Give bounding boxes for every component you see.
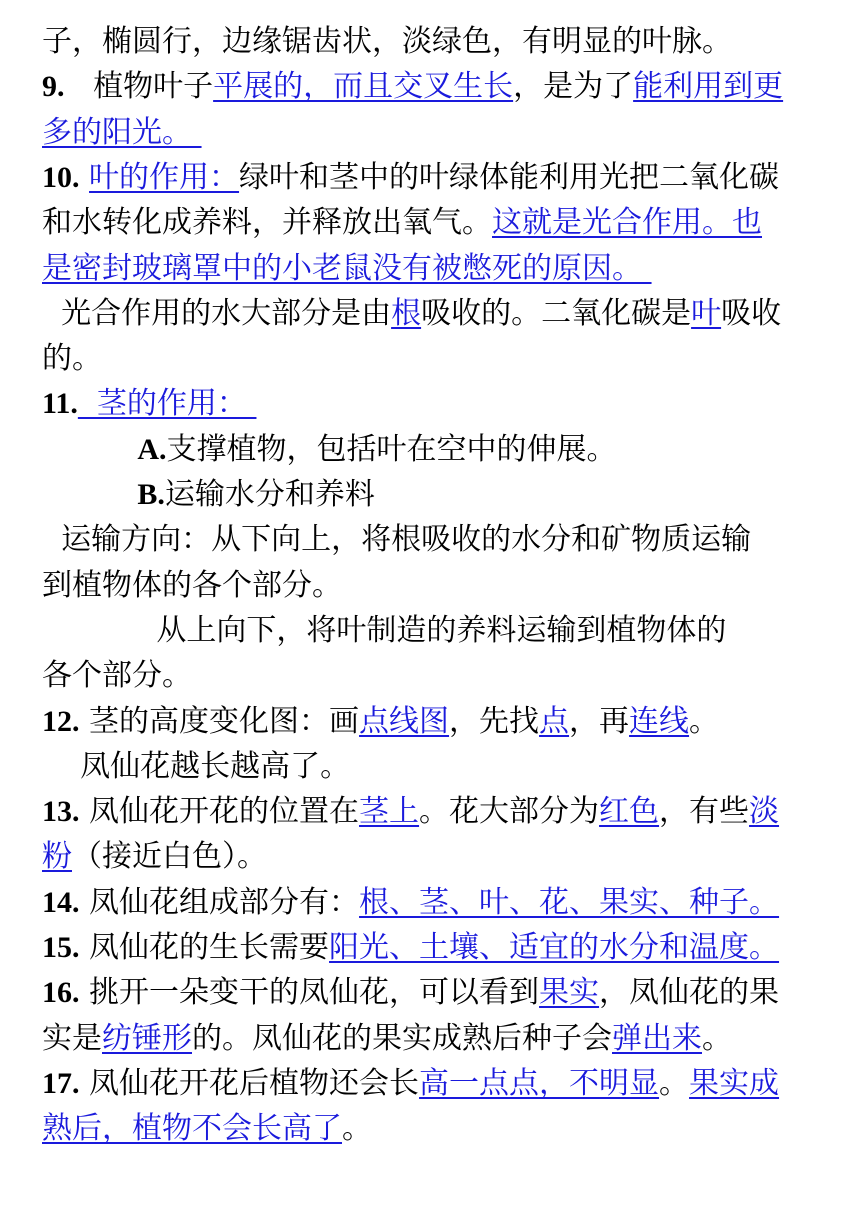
answer-underlined: 叶的作用： xyxy=(89,159,240,195)
text-line xyxy=(42,1017,832,1061)
text-segment xyxy=(42,432,137,467)
item-number: 13. xyxy=(42,795,80,829)
answer-underlined: 红色 xyxy=(599,794,660,830)
answer-underlined: 这就是光合作用。也 xyxy=(492,205,762,241)
item-number: 16. xyxy=(42,976,80,1010)
text-segment: 挑开一朵变干的凤仙花，可以看到 xyxy=(79,975,540,1011)
text-segment: 凤仙花开花的位置在 xyxy=(79,794,360,830)
text-segment: 实是 xyxy=(42,1020,102,1056)
text-segment: 运输方向：从下向上，将根吸收的水分和矿物质运输 xyxy=(42,522,752,558)
text-segment: ，是为了 xyxy=(513,69,634,105)
item-number: 12. xyxy=(42,704,80,738)
answer-underlined: 果实成 xyxy=(689,1065,780,1101)
text-segment: ，再 xyxy=(569,703,630,739)
answer-underlined: 粉 xyxy=(42,839,72,875)
answer-underlined: 根、茎、叶、花、果实、种子。 xyxy=(359,884,780,920)
answer-underlined: 熟后，植物不会长高了 xyxy=(42,1111,342,1147)
sub-item-label: A. xyxy=(137,432,167,466)
text-line xyxy=(42,247,832,291)
text-line xyxy=(42,201,832,245)
text-segment: ，有些 xyxy=(659,794,750,830)
answer-underlined: 淡 xyxy=(749,794,780,830)
text-line xyxy=(42,926,832,970)
text-segment: 支撑植物，包括叶在空中的伸展。 xyxy=(166,431,617,467)
text-line xyxy=(42,473,832,517)
answer-underlined: 果实 xyxy=(539,975,600,1011)
text-line xyxy=(42,382,832,426)
answer-underlined: 连线 xyxy=(629,703,690,739)
text-segment xyxy=(42,477,137,512)
answer-underlined: 多的阳光。 xyxy=(42,114,202,150)
answer-underlined: 能利用到更 xyxy=(633,69,784,105)
text-line xyxy=(42,156,832,200)
answer-underlined: 茎的作用： xyxy=(77,386,257,422)
text-line xyxy=(42,745,832,789)
text-line xyxy=(42,20,832,64)
text-line xyxy=(42,518,832,562)
item-number: 14. xyxy=(42,885,80,919)
text-line xyxy=(42,428,832,472)
text-line xyxy=(42,65,832,109)
answer-underlined: 点线图 xyxy=(359,703,450,739)
answer-underlined: 平展的，而且交叉生长 xyxy=(213,69,514,105)
text-segment: 吸收 xyxy=(721,295,782,331)
answer-underlined: 是密封玻璃罩中的小老鼠没有被憋死的原因。 xyxy=(42,250,652,286)
text-line xyxy=(42,292,832,336)
text-segment: 的。凤仙花的果实成熟后种子会 xyxy=(192,1020,612,1056)
text-segment: 绿叶和茎中的叶绿体能利用光把二氧化碳 xyxy=(239,159,780,195)
text-segment: 吸收的。二氧化碳是 xyxy=(421,295,692,331)
text-segment: 。花大部分为 xyxy=(419,794,600,830)
sub-item-label: B. xyxy=(137,478,165,511)
text-segment: 从上向下，将叶制造的养料运输到植物体的 xyxy=(42,612,727,648)
text-line xyxy=(42,971,832,1015)
item-number: 9. xyxy=(42,70,65,104)
answer-underlined: 茎上 xyxy=(359,794,420,830)
text-segment xyxy=(80,160,90,195)
text-segment: 凤仙花的生长需要 xyxy=(79,930,330,965)
text-line xyxy=(42,337,832,381)
item-number: 11. xyxy=(42,387,78,421)
text-line xyxy=(42,654,832,698)
text-line xyxy=(42,1062,832,1106)
text-segment: 凤仙花开花后植物还会长 xyxy=(79,1065,420,1101)
text-segment: ，凤仙花的果 xyxy=(599,975,780,1011)
text-line xyxy=(42,790,832,834)
text-segment: 子，椭圆行，边缘锯齿状，淡绿色，有明显的叶脉。 xyxy=(42,24,732,59)
item-number: 15. xyxy=(42,931,80,964)
text-line xyxy=(42,609,832,653)
text-line xyxy=(42,1107,832,1151)
answer-underlined: 高一点点，不明显 xyxy=(419,1065,660,1101)
item-number: 10. xyxy=(42,160,80,194)
text-segment: 光合作用的水大部分是由 xyxy=(42,295,392,331)
answer-underlined: 弹出来 xyxy=(612,1020,702,1056)
text-segment: 和水转化成养料，并释放出氧气。 xyxy=(42,205,492,241)
answer-underlined: 叶 xyxy=(691,295,722,331)
text-line xyxy=(42,881,832,925)
text-segment: 运输水分和养料 xyxy=(164,477,375,512)
text-line xyxy=(42,564,832,608)
text-segment: 植物叶子 xyxy=(64,69,214,105)
text-segment: 的。 xyxy=(42,341,102,377)
text-segment: 。 xyxy=(702,1020,732,1056)
answer-underlined: 阳光、土壤、适宜的水分和温度。 xyxy=(329,930,780,965)
answer-underlined: 点 xyxy=(539,703,570,739)
text-segment: 到植物体的各个部分。 xyxy=(42,567,342,603)
text-segment: 各个部分。 xyxy=(42,658,192,694)
text-segment: 。 xyxy=(659,1065,690,1101)
item-number: 17. xyxy=(42,1066,80,1100)
text-segment: 。 xyxy=(342,1111,372,1147)
text-segment: 茎的高度变化图：画 xyxy=(79,703,360,739)
text-line xyxy=(42,111,832,155)
answer-underlined: 根 xyxy=(391,295,422,331)
text-line xyxy=(42,700,832,744)
text-segment: 凤仙花越长越高了。 xyxy=(42,748,351,784)
text-segment: 。 xyxy=(689,703,720,739)
text-segment: （接近白色）。 xyxy=(72,839,267,875)
text-segment: ，先找 xyxy=(449,703,540,739)
answer-underlined: 纺锤形 xyxy=(102,1020,192,1056)
text-segment: 凤仙花组成部分有： xyxy=(79,884,360,920)
text-line xyxy=(42,835,832,879)
